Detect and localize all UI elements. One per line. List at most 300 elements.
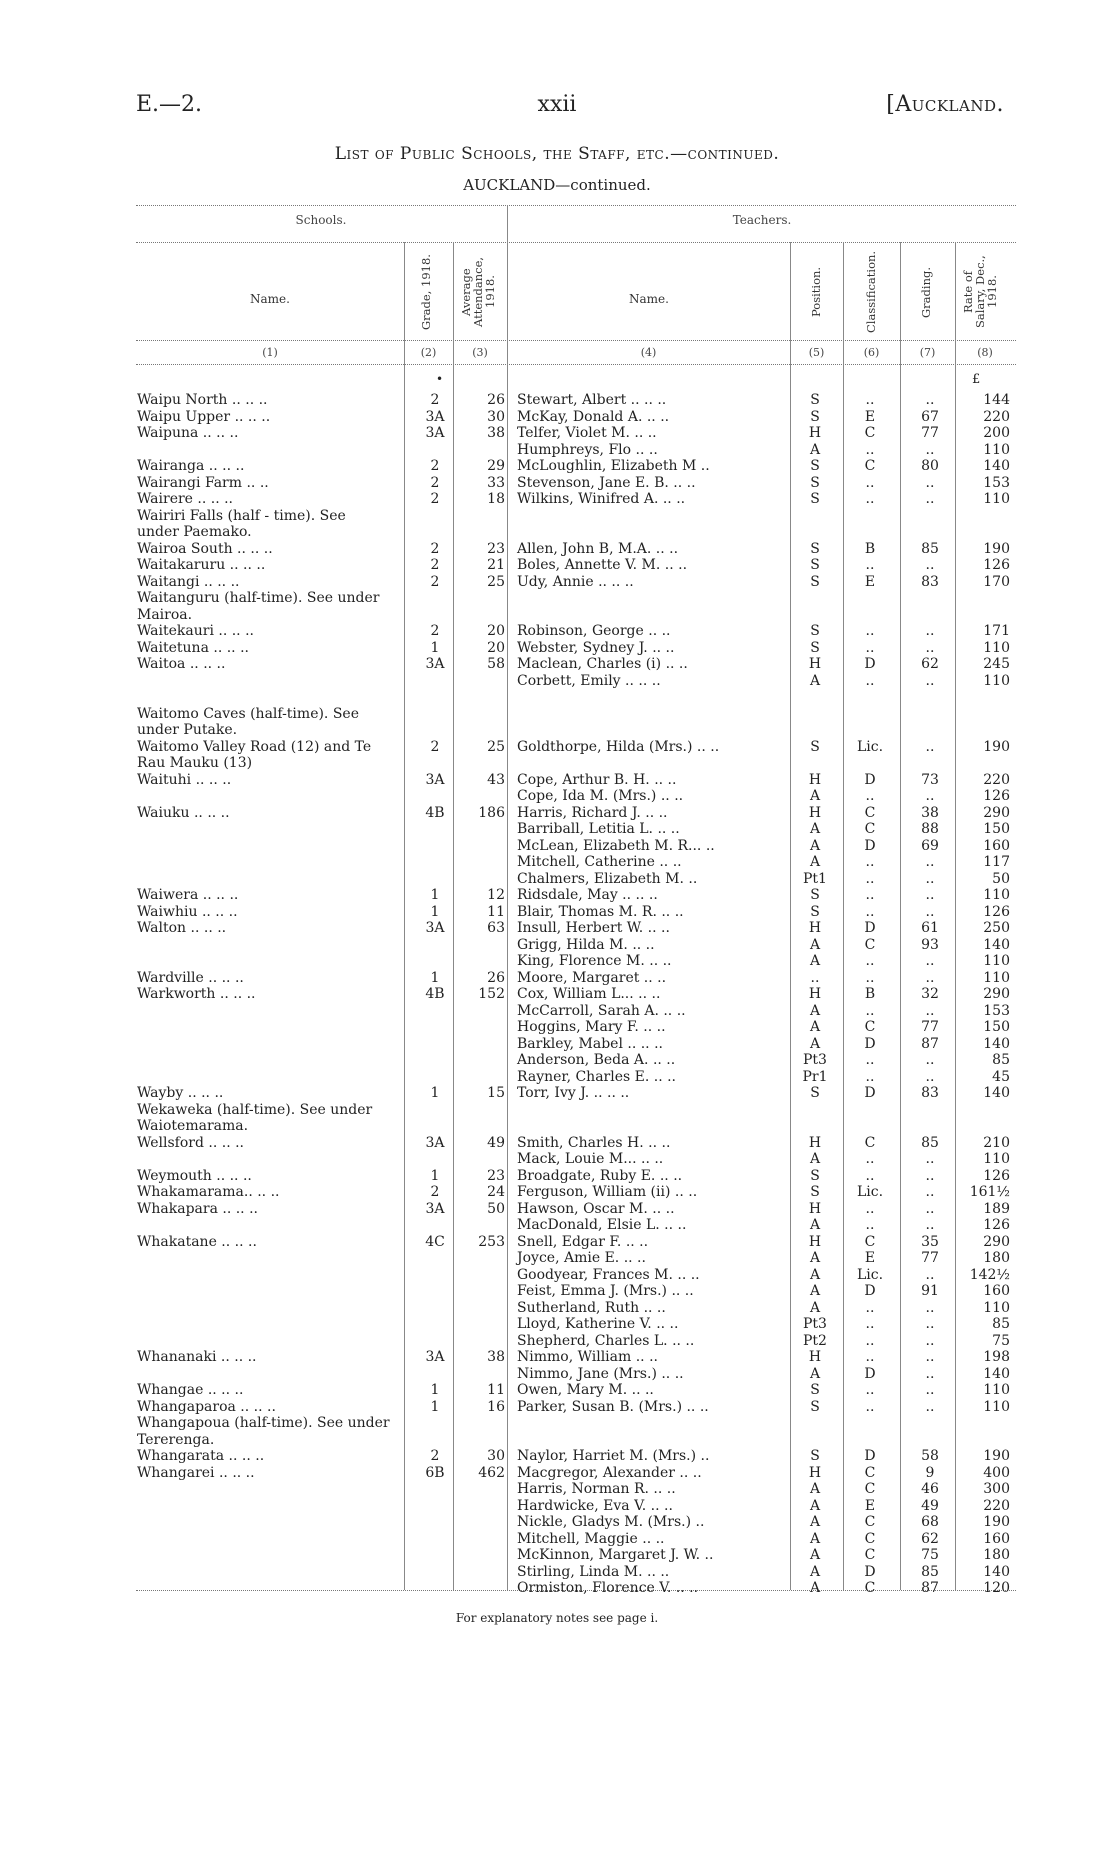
teacher-classification: D (864, 1448, 876, 1464)
teacher-salary: 210 (983, 1134, 1010, 1151)
teacher-position: H (808, 1200, 822, 1217)
teacher-grading: 75 (921, 1547, 939, 1563)
teacher-classification: .. (865, 392, 875, 408)
table-row (0, 904, 1114, 921)
school-name: Waitanguru (half-time). See under (137, 590, 380, 606)
school-attendance: 253 (478, 1233, 505, 1250)
school-attendance: 43 (487, 771, 505, 788)
teacher-classification: C (864, 1514, 876, 1530)
school-attendance: 186 (478, 804, 505, 821)
teacher-grading: 88 (921, 821, 939, 837)
teacher-classification: Lic. (856, 1266, 884, 1283)
teacher-name: Hoggins, Mary F. .. .. (517, 1019, 666, 1035)
school-name: Weymouth .. .. .. (137, 1167, 252, 1184)
school-name: Warkworth .. .. .. (137, 986, 256, 1002)
teacher-grading: 91 (921, 1283, 939, 1299)
teacher-position: .. (810, 969, 820, 986)
teacher-position: S (810, 474, 820, 491)
district-label: [Auckland. (886, 92, 1004, 117)
teacher-salary: 142½ (969, 1266, 1010, 1283)
teacher-name: McKinnon, Margaret J. W. .. (517, 1547, 714, 1563)
table-row (0, 1151, 1114, 1168)
teacher-name: Naylor, Harriet M. (Mrs.) .. (517, 1448, 710, 1464)
school-name: Whangae .. .. .. (137, 1382, 244, 1398)
teacher-name: Rayner, Charles E. .. .. (517, 1068, 677, 1085)
school-name: Wairoa South .. .. .. (137, 540, 273, 557)
teacher-salary: 190 (983, 738, 1010, 755)
table-row (0, 607, 1114, 624)
school-name: Wairiri Falls (half - time). See (137, 507, 346, 524)
teacher-grading: 93 (921, 936, 939, 953)
teacher-grading: 32 (921, 986, 939, 1002)
school-attendance: 30 (487, 408, 505, 425)
school-name: Wairere .. .. .. (137, 491, 234, 507)
teacher-salary: 110 (983, 969, 1010, 986)
teacher-classification: D (864, 1035, 876, 1052)
school-attendance: 11 (487, 1382, 505, 1398)
table-row (0, 1382, 1114, 1399)
teacher-salary: 85 (992, 1316, 1010, 1332)
teacher-position: S (810, 1382, 820, 1398)
teacher-grading: .. (925, 1316, 935, 1332)
school-attendance: 12 (487, 887, 505, 903)
teacher-salary: 245 (983, 656, 1010, 672)
table-row (0, 788, 1114, 805)
teacher-classification: C (864, 1019, 876, 1035)
footnote: For explanatory notes see page i. (455, 1611, 659, 1625)
teacher-salary: 110 (983, 887, 1010, 903)
teacher-grading: 67 (921, 408, 939, 425)
table-row (0, 1481, 1114, 1498)
teacher-salary: 220 (983, 1497, 1010, 1514)
teacher-position: A (809, 854, 821, 870)
table-row (0, 1399, 1114, 1416)
teacher-classification: .. (865, 903, 875, 920)
teacher-classification: D (864, 771, 876, 788)
colnum-3: (3) (472, 346, 488, 359)
school-attendance: 24 (487, 1184, 505, 1200)
group-schools: Schools. (295, 213, 347, 227)
teacher-name: Broadgate, Ruby E. .. .. (517, 1167, 683, 1184)
teacher-position: S (810, 887, 820, 903)
teacher-salary: 150 (983, 821, 1010, 837)
teacher-name: Ridsdale, May .. .. .. (517, 887, 658, 903)
school-attendance: 23 (487, 1167, 505, 1184)
teacher-classification: E (864, 408, 876, 425)
teacher-name: Feist, Emma J. (Mrs.) .. .. (517, 1283, 694, 1299)
teacher-classification: E (864, 573, 876, 590)
teacher-name: Wilkins, Winifred A. .. .. (517, 491, 686, 507)
teacher-salary: 220 (983, 408, 1010, 425)
school-name: Wairangi Farm .. .. (137, 474, 269, 491)
colnum-7: (7) (919, 346, 936, 359)
teacher-grading: 77 (921, 1250, 939, 1266)
group-rule (136, 242, 1016, 243)
teacher-grading: .. (925, 672, 935, 689)
teacher-grading: 85 (921, 1134, 939, 1151)
table-row (0, 442, 1114, 459)
teacher-grading: 73 (921, 771, 939, 788)
grade-marker: • (436, 372, 444, 386)
teacher-classification: D (864, 1283, 876, 1299)
teacher-classification: .. (865, 1382, 875, 1398)
school-attendance: 38 (487, 425, 505, 441)
col-classification: Classification. (864, 250, 878, 334)
teacher-name: Ferguson, William (ii) .. .. (517, 1184, 698, 1200)
table-row (0, 953, 1114, 970)
teacher-salary: 190 (983, 1448, 1010, 1464)
table-row (0, 1019, 1114, 1036)
table-row (0, 1283, 1114, 1300)
teacher-salary: 160 (983, 1283, 1010, 1299)
teacher-salary: 120 (983, 1580, 1010, 1596)
teacher-name: Mitchell, Maggie .. .. (517, 1530, 665, 1547)
school-attendance: 38 (487, 1349, 505, 1365)
teacher-name: Boles, Annette V. M. .. .. (517, 557, 688, 573)
teacher-position: S (810, 639, 820, 656)
teacher-name: Cope, Arthur B. H. .. .. (517, 771, 677, 788)
teacher-classification: C (864, 821, 876, 837)
teacher-salary: 140 (983, 1563, 1010, 1580)
teacher-position: A (809, 1019, 821, 1035)
teacher-position: S (810, 1085, 820, 1101)
teacher-name: Sutherland, Ruth .. .. (517, 1299, 666, 1316)
school-name: Waiotemarama. (137, 1118, 249, 1134)
teacher-classification: E (864, 1497, 876, 1514)
table-row (0, 920, 1114, 937)
teacher-name: Ormiston, Florence V. .. .. (517, 1580, 699, 1596)
teacher-salary: 300 (983, 1481, 1010, 1497)
teacher-grading: 62 (921, 1530, 939, 1547)
teacher-grading: .. (925, 1151, 935, 1167)
teacher-grading: .. (925, 491, 935, 507)
teacher-grading: .. (925, 854, 935, 870)
colnum-2: (2) (420, 346, 437, 359)
teacher-position: H (808, 1134, 822, 1151)
teacher-position: H (808, 425, 822, 441)
school-grade: 1 (430, 903, 440, 920)
teacher-grading: 9 (925, 1464, 935, 1481)
table-row (0, 1498, 1114, 1515)
teacher-salary: 200 (983, 425, 1010, 441)
table-row (0, 557, 1114, 574)
teacher-grading: .. (925, 1167, 935, 1184)
teacher-salary: 126 (983, 557, 1010, 573)
teacher-salary: 110 (983, 1382, 1010, 1398)
school-name: Rau Mauku (13) (137, 755, 253, 771)
colnum-5: (5) (808, 346, 825, 359)
teacher-grading: .. (925, 1068, 935, 1085)
teacher-position: S (810, 392, 820, 408)
teacher-classification: .. (865, 1316, 875, 1332)
table-row (0, 475, 1114, 492)
table-row (0, 491, 1114, 508)
school-name: Whangaparoa .. .. .. (137, 1398, 276, 1415)
teacher-classification: .. (865, 1167, 875, 1184)
teacher-position: Pt1 (803, 870, 827, 887)
col-position: Position. (809, 266, 823, 318)
teacher-salary: 85 (992, 1052, 1010, 1068)
school-grade: 3A (425, 1349, 445, 1365)
school-grade: 4C (425, 1233, 445, 1250)
table-row (0, 640, 1114, 657)
teacher-name: Webster, Sydney J. .. .. (517, 639, 675, 656)
teacher-grading: .. (925, 738, 935, 755)
teacher-name: Joyce, Amie E. .. .. (517, 1250, 646, 1266)
table-row (0, 1316, 1114, 1333)
teacher-grading: 80 (921, 458, 939, 474)
teacher-salary: 110 (983, 1299, 1010, 1316)
school-grade: 2 (430, 1448, 440, 1464)
teacher-position: Pt2 (803, 1332, 827, 1349)
school-name: Waiwera .. .. .. (137, 887, 239, 903)
table-row (0, 1003, 1114, 1020)
teacher-salary: 160 (983, 1530, 1010, 1547)
school-grade: 2 (430, 557, 440, 573)
table-row (0, 541, 1114, 558)
table-row (0, 1052, 1114, 1069)
teacher-grading: 83 (921, 573, 939, 590)
teacher-name: Owen, Mary M. .. .. (517, 1382, 654, 1398)
teacher-name: Moore, Margaret .. .. (517, 969, 667, 986)
table-row (0, 1201, 1114, 1218)
school-attendance: 16 (487, 1398, 505, 1415)
table-row (0, 1366, 1114, 1383)
teacher-name: Nimmo, William .. .. (517, 1349, 658, 1365)
teacher-classification: .. (865, 788, 875, 804)
school-attendance: 18 (487, 491, 505, 507)
school-attendance: 20 (487, 623, 505, 639)
teacher-classification: .. (865, 969, 875, 986)
teacher-classification: D (864, 1365, 876, 1382)
teacher-salary: 110 (983, 1398, 1010, 1415)
teacher-position: A (809, 672, 821, 689)
table-row (0, 656, 1114, 673)
teacher-classification: .. (865, 557, 875, 573)
teacher-salary: 250 (983, 920, 1010, 936)
teacher-classification: .. (865, 441, 875, 458)
teacher-grading: .. (925, 1382, 935, 1398)
teacher-name: Humphreys, Flo .. .. (517, 441, 658, 458)
teacher-salary: 180 (983, 1250, 1010, 1266)
teacher-salary: 110 (983, 953, 1010, 969)
teacher-name: McLoughlin, Elizabeth M .. (517, 458, 710, 474)
teacher-grading: 85 (921, 1563, 939, 1580)
school-name: Waitoa .. .. .. (137, 656, 226, 672)
teacher-salary: 110 (983, 639, 1010, 656)
table-row (0, 1580, 1114, 1597)
table-row (0, 854, 1114, 871)
table-row (0, 1531, 1114, 1548)
table-row (0, 1267, 1114, 1284)
teacher-grading: 87 (921, 1035, 939, 1052)
teacher-grading: 35 (921, 1233, 939, 1250)
teacher-position: Pt3 (803, 1052, 827, 1068)
teacher-classification: D (864, 656, 876, 672)
teacher-classification: C (864, 1547, 876, 1563)
teacher-position: A (809, 837, 821, 854)
table-row (0, 409, 1114, 426)
teacher-grading: 77 (921, 425, 939, 441)
school-grade: 2 (430, 623, 440, 639)
school-name: Waitomo Caves (half-time). See (137, 705, 359, 722)
school-name: Mairoa. (137, 606, 193, 623)
teacher-position: Pt3 (803, 1316, 827, 1332)
teacher-grading: 83 (921, 1085, 939, 1101)
teacher-name: Udy, Annie .. .. .. (517, 573, 634, 590)
table-row (0, 1036, 1114, 1053)
teacher-classification: .. (865, 1349, 875, 1365)
school-grade: 3A (425, 1134, 445, 1151)
teacher-grading: .. (925, 639, 935, 656)
teacher-grading: .. (925, 953, 935, 969)
teacher-classification: .. (865, 491, 875, 507)
table-row (0, 706, 1114, 723)
school-grade: 3A (425, 425, 445, 441)
school-name: Whananaki .. .. .. (137, 1349, 257, 1365)
teacher-salary: 171 (983, 623, 1010, 639)
teacher-salary: 110 (983, 441, 1010, 458)
teacher-salary: 400 (983, 1464, 1010, 1481)
table-row (0, 739, 1114, 756)
teacher-salary: 126 (983, 1167, 1010, 1184)
teacher-grading: .. (925, 1349, 935, 1365)
table-row (0, 1432, 1114, 1449)
teacher-position: S (810, 491, 820, 507)
teacher-name: Maclean, Charles (i) .. .. (517, 656, 688, 672)
table-row (0, 970, 1114, 987)
teacher-position: A (809, 1250, 821, 1266)
school-name: Whakamarama.. .. .. (137, 1184, 280, 1200)
teacher-position: S (810, 1448, 820, 1464)
teacher-classification: .. (865, 474, 875, 491)
page-title: List of Public Schools, the Staff, etc.—continued. (334, 144, 780, 164)
school-grade: 3A (425, 656, 445, 672)
school-name: Waitangi .. .. .. (137, 573, 240, 590)
teacher-grading: .. (925, 1217, 935, 1233)
teacher-classification: C (864, 1233, 876, 1250)
teacher-name: Cope, Ida M. (Mrs.) .. .. (517, 788, 684, 804)
school-name: Wairanga .. .. .. (137, 458, 245, 474)
teacher-position: A (809, 1299, 821, 1316)
colnum-1: (1) (262, 346, 278, 359)
school-grade: 1 (430, 969, 440, 986)
teacher-position: S (810, 557, 820, 573)
teacher-name: Parker, Susan B. (Mrs.) .. .. (517, 1398, 709, 1415)
teacher-salary: 290 (983, 986, 1010, 1002)
table-row (0, 425, 1114, 442)
teacher-position: H (808, 1233, 822, 1250)
teacher-name: Corbett, Emily .. .. .. (517, 672, 661, 689)
teacher-grading: .. (925, 969, 935, 986)
teacher-name: Shepherd, Charles L. .. .. (517, 1332, 695, 1349)
teacher-classification: .. (865, 870, 875, 887)
school-name: Whangarata .. .. .. (137, 1448, 265, 1464)
teacher-salary: 189 (983, 1200, 1010, 1217)
teacher-grading: 69 (921, 837, 939, 854)
table-row (0, 838, 1114, 855)
table-row (0, 1250, 1114, 1267)
teacher-name: Snell, Edgar F. .. .. (517, 1233, 649, 1250)
school-grade: 2 (430, 491, 440, 507)
teacher-name: Hardwicke, Eva V. .. .. (517, 1497, 673, 1514)
school-grade: 4B (425, 804, 445, 821)
teacher-position: S (810, 458, 820, 474)
teacher-position: A (809, 953, 821, 969)
teacher-position: A (809, 1151, 821, 1167)
school-name: Waiwhiu .. .. .. (137, 903, 238, 920)
school-grade: 1 (430, 1398, 440, 1415)
teacher-classification: C (864, 804, 876, 821)
teacher-grading: 61 (921, 920, 939, 936)
teacher-classification: C (864, 458, 876, 474)
school-grade: 2 (430, 474, 440, 491)
teacher-salary: 150 (983, 1019, 1010, 1035)
school-grade: 3A (425, 920, 445, 936)
table-row (0, 1118, 1114, 1135)
teacher-position: A (809, 1266, 821, 1283)
teacher-name: Mack, Louie M... .. .. (517, 1151, 664, 1167)
teacher-position: A (809, 1580, 821, 1596)
teacher-grading: .. (925, 1365, 935, 1382)
teacher-position: H (808, 804, 822, 821)
teacher-grading: 87 (921, 1580, 939, 1596)
teacher-name: McLean, Elizabeth M. R... .. (517, 837, 715, 854)
teacher-name: McCarroll, Sarah A. .. .. (517, 1002, 686, 1019)
table-row (0, 1514, 1114, 1531)
teacher-classification: .. (865, 1151, 875, 1167)
teacher-position: H (808, 656, 822, 672)
teacher-salary: 153 (983, 1002, 1010, 1019)
teacher-position: A (809, 1002, 821, 1019)
teacher-grading: 38 (921, 804, 939, 821)
teacher-grading: .. (925, 903, 935, 920)
table-row (0, 722, 1114, 739)
teacher-name: Barriball, Letitia L. .. .. (517, 821, 680, 837)
teacher-classification: B (864, 540, 876, 557)
table-row (0, 458, 1114, 475)
teacher-position: A (809, 1563, 821, 1580)
teacher-salary: 117 (983, 854, 1010, 870)
teacher-name: Mitchell, Catherine .. .. (517, 854, 682, 870)
school-name: under Paemako. (137, 524, 252, 540)
school-name: Whangarei .. .. .. (137, 1464, 255, 1481)
teacher-position: S (810, 408, 820, 425)
teacher-name: Lloyd, Katherine V. .. .. (517, 1316, 679, 1332)
teacher-grading: .. (925, 788, 935, 804)
colnum-rule (136, 364, 1016, 365)
teacher-position: H (808, 1349, 822, 1365)
school-attendance: 50 (487, 1200, 505, 1217)
teacher-position: S (810, 1167, 820, 1184)
teacher-classification: D (864, 1563, 876, 1580)
teacher-position: H (808, 986, 822, 1002)
teacher-salary: 126 (983, 788, 1010, 804)
teacher-name: Anderson, Beda A. .. .. (517, 1052, 676, 1068)
teacher-name: Hawson, Oscar M. .. .. (517, 1200, 675, 1217)
school-name: Wekaweka (half-time). See under (137, 1101, 373, 1118)
teacher-classification: .. (865, 639, 875, 656)
teacher-salary: 140 (983, 936, 1010, 953)
teacher-position: A (809, 1530, 821, 1547)
teacher-position: A (809, 821, 821, 837)
teacher-name: Nickle, Gladys M. (Mrs.) .. (517, 1514, 705, 1530)
school-name: Whangapoua (half-time). See under (137, 1415, 390, 1431)
teacher-name: Telfer, Violet M. .. .. (517, 425, 657, 441)
teacher-name: Smith, Charles H. .. .. (517, 1134, 671, 1151)
table-row (0, 1069, 1114, 1086)
teacher-salary: 50 (992, 870, 1010, 887)
